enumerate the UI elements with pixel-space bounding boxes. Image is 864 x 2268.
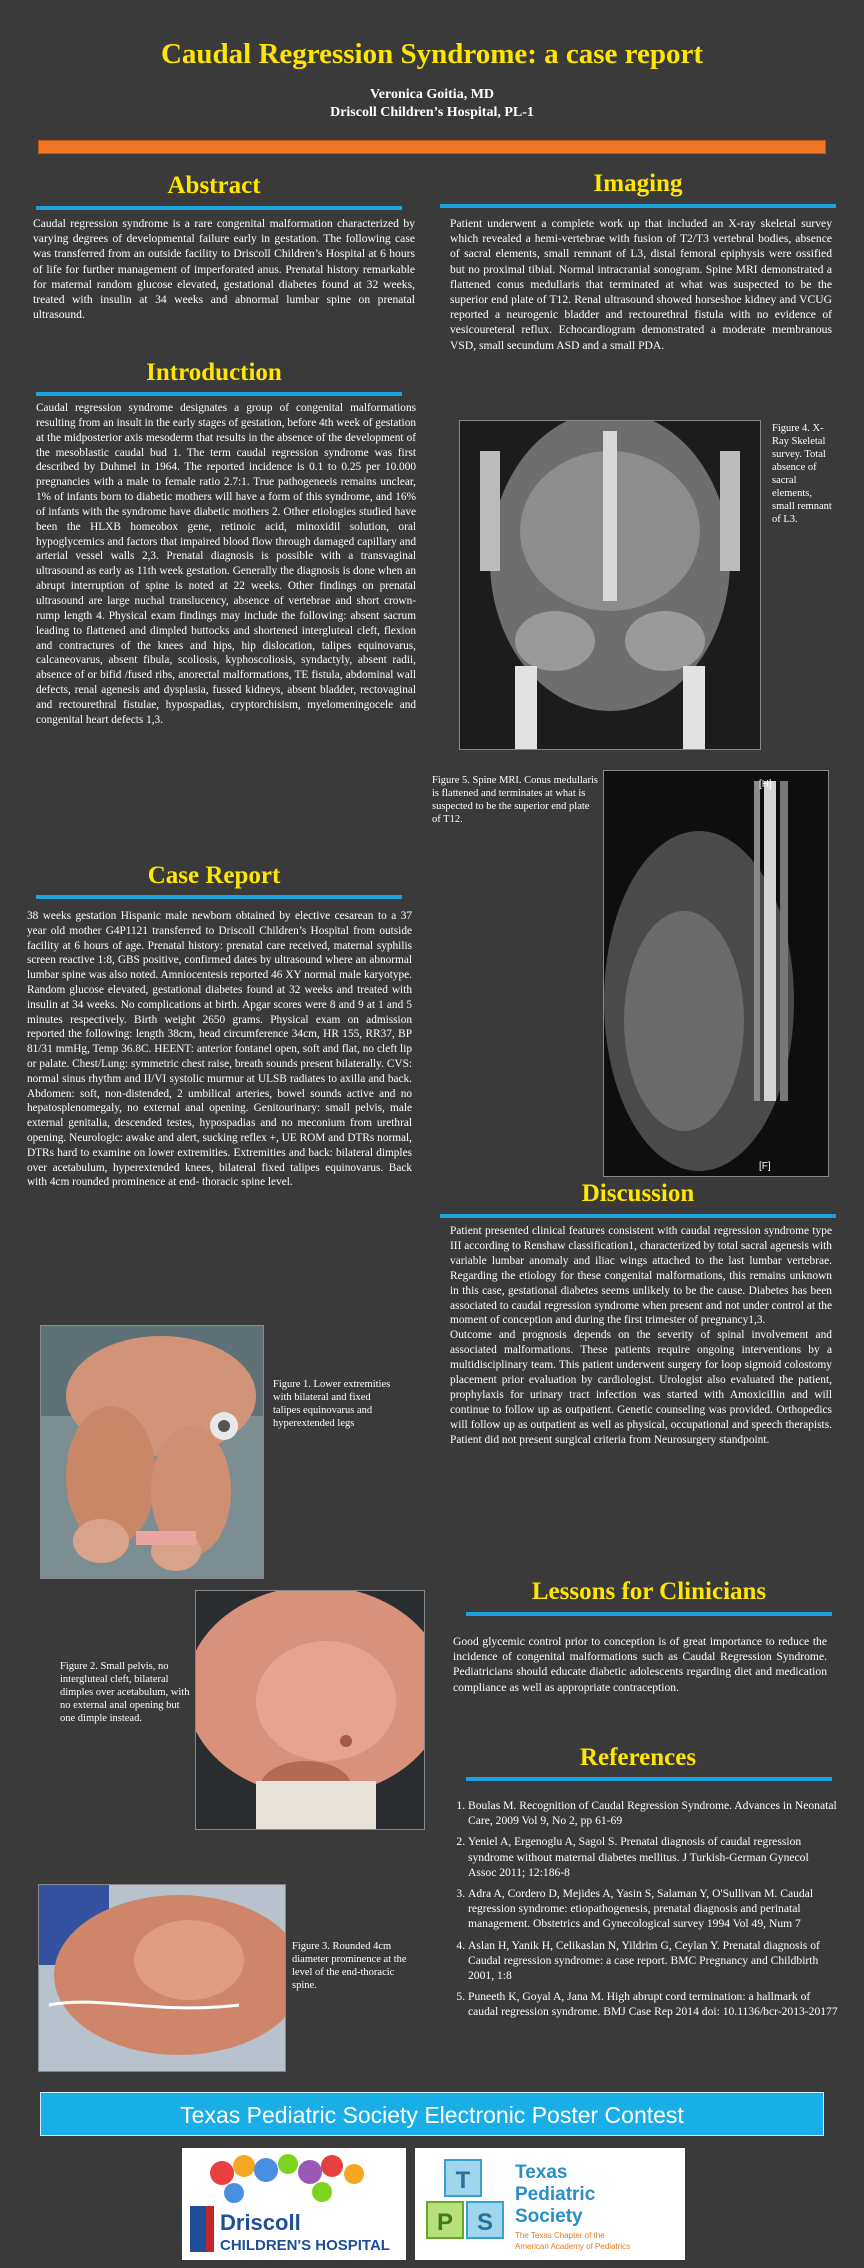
figure-5-mri [603,770,829,1177]
contest-banner: Texas Pediatric Society Electronic Poster Contest [40,2092,824,2136]
imaging-text: Patient underwent a complete work up that included an X-ray skeletal survey which revealed a hemi-vertebrae with fusion of T2/T3 vertebral bodies, absence of sacral elements, small remnant of L3, distal femoral epiphysis were ossified but no proximal tibial. Normal intracranial sonogram. Spine MRI demonstrated a flattened conus medullaris that terminated at what was suspected to be the superior end plate of T12. Renal ultrasound showed horseshoe kidney and VCUG reported a neurogenic bladder and rectourethral fistula with no evidence of vesicoureteral reflux. Echocardiogram demonstrated a moderate membranous VSD, small secundum ASD and a small PDA. [450,217,832,352]
driscoll-subtitle: CHILDREN'S HOSPITAL [220,2237,390,2254]
lessons-heading: Lessons for Clinicians [531,1578,767,1605]
author-affiliation: Driscoll Children’s Hospital, PL-1 [330,105,534,120]
discussion-heading: Discussion [581,1180,695,1207]
driscoll-logo-graphic [182,2148,406,2260]
discussion-text [450,1224,832,1448]
infant-pelvis-image [196,1591,424,1829]
infant-back-image [39,1885,285,2071]
tps-block-s: S [476,2209,494,2236]
figure-4-xray [459,420,761,750]
discussion-paragraph-1: Patient presented clinical features consistent with caudal regression syndrome type III according to Renshaw classification1, characterized by total sacral agenesis with variable lumbar anomaly and iliac wings attached to the last lumbar vertebrae. Regarding the etiology for these congenital malformations, this remains unknown in this case, gestational diabetes seems unlikely to be the cause. Diabetes has been associated to caudal regression syndrome when present and not under control at the moment of conception and during the first trimester of pregnancy1,3. [450,1225,832,1327]
abstract-rule [36,206,402,210]
references-rule [466,1777,832,1781]
case-report-rule [36,895,402,899]
driscoll-logo [182,2148,406,2260]
tps-tagline-2: American Academy of Pediatrics [515,2242,631,2251]
discussion-paragraph-2: Outcome and prognosis depends on the severity of spinal involvement and associated malformations. These patients require ongoing interventions by a multidisciplinary team. This patient underwent surgery for loop sigmoid colostomy placement prior evaluation by cardiologist. Urologist also evaluated the patient, prophylaxis for urinary tract infection was started with Amoxicillin and will continue to follow up as outpatient. Genetic counseling was provided. Orthopedics will follow up as outpatient as well as physical, occupational and speech therapists. Patient did not present surgical criteria from Neurosurgery standpoint. [450,1329,832,1446]
introduction-heading: Introduction [146,359,282,386]
figure-4-caption: Figure 4. X-Ray Skeletal survey. Total absence of sacral elements, small remnant of L3. [772,423,832,525]
tps-tagline-1: The Texas Chapter of the [515,2231,605,2240]
reference-item: 2. Yeniel A, Ergenoglu A, Sagol S. Prenatal diagnosis of caudal regression syndrome without maternal diabetes mellitus. J Turkish-German Gynecol Assoc 2011; 12:186-8 [468,1834,838,1880]
imaging-rule [440,204,836,208]
imaging-heading: Imaging [593,170,683,197]
header-divider-bar [38,140,826,154]
figure-2-caption: Figure 2. Small pelvis, no intergluteal cleft, bilateral dimples over acetabulum, with no external anal opening but one dimple instead. [60,1661,190,1724]
abstract-heading: Abstract [167,172,261,199]
tps-logo [415,2148,685,2260]
case-report-text: 38 weeks gestation Hispanic male newborn obtained by elective cesarean to a 37 year old mother G4P1121 transferred to Driscoll Children’s Hospital from outside facility at 6 hours of age. Prenatal history: prenatal care received, maternal syphilis screen reactive 1:8, GBS positive, confirmed dates by ultrasound where an abnormal lumbar spine was also noted. Amniocentesis reported 46 XY normal male karyotype. Random glucose elevated, gestational diabetes found at 32 weeks and treated with insulin at 34 weeks. No complications at birth. Apgar scores were 8 and 9 at 1 and 5 minutes respectively. Birth weight 2650 grams. Physical exam on admission reported the following: length 38cm, head circumference 34cm, HR 155, RR37, BP 81/31 mmHg, Temp 36.8C. HEENT: anterior fontanel open, soft and flat, no cleft lip or palate. Chest/Lung: symmetric chest raise, breath sounds present bilaterally. CVS: normal sinus rhythm and II/VI systolic murmur at ULSB radiates to axilla and back. Abdomen: soft, non-distended, 2 umbilical arteries, bowel sounds active and no hepatosplenomegaly, no external anal opening. Genitourinary: small pelvis, male external genitalia, descended testes, hypospadias and no meconium from urethral opening. Neurologic: awake and alert, sucking reflex +, UE ROM and DTRs normal, DTRs hard to examine on lower extremities. Extremities and back: bilateral dimples over acetabulum, hyperextended knees, bilateral fixed talipes equinovarus. Back with 4cm rounded prominence at end- thoracic spine level. [27,910,412,1189]
figure-2-photo [195,1590,425,1830]
reference-item: 3. Adra A, Cordero D, Mejides A, Yasin S, Salaman Y, O'Sullivan M. Caudal regression syndrome: etiopathogenesis, prenatal diagnosis and perinatal management. Obstetrics and Gynecological survey 1994 Vol 49, Num 7 [468,1886,838,1932]
reference-item: 4. Aslan H, Yanik H, Celikaslan N, Yildrim G, Ceylan Y. Prenatal diagnosis of Caudal regression syndrome: a case report. BMC Pregnancy and Childbirth 2001, 1:8 [468,1938,838,1984]
references-list [440,1798,838,2026]
figure-5-caption: Figure 5. Spine MRI. Conus medullaris is flattened and terminates at what is suspected to be the superior end plate of T12. [432,775,598,825]
infant-legs-image [41,1326,263,1578]
xray-skeletal-survey-image [460,421,760,749]
tps-logo-graphic [415,2148,685,2260]
tps-block-t: T [455,2167,471,2194]
introduction-rule [36,392,402,396]
abstract-text: Caudal regression syndrome is a rare congenital malformation characterized by varying degrees of developmental failure early in gestation. The following case was transferred from an outside facility to Driscoll Children’s Hospital at 6 hours of life for further management of imperforated anus. Prenatal history remarkable for maternal random glucose elevated, gestational diabetes found at 32 weeks, treated with insulin at 34 weeks and abnormal lumbar spine on prenatal ultrasound. [33,217,415,322]
tps-name-line1: Texas [515,2162,568,2183]
mri-label-bottom: [F] [759,1161,771,1172]
poster-title: Caudal Regression Syndrome: a case report [160,38,704,70]
driscoll-name: Driscoll [220,2210,301,2235]
figure-1-caption: Figure 1. Lower extremities with bilateral and fixed talipes equinovarus and hyperextended legs [273,1379,391,1429]
mri-label-top: [H] [759,779,772,790]
tps-name-line2: Pediatric [515,2184,596,2205]
tps-block-p: P [436,2209,454,2236]
case-report-heading: Case Report [147,862,281,889]
reference-item: 1. Boulas M. Recognition of Caudal Regression Syndrome. Advances in Neonatal Care, 2009 Vol 9, No 2, pp 61-69 [468,1798,838,1828]
reference-item: 5. Puneeth K, Goyal A, Jana M. High abrupt cord termination: a hallmark of caudal regression syndrome. BMJ Case Rep 2014 doi: 10.1136/bcr-2013-20177 [468,1989,838,2019]
figure-3-photo [38,1884,286,2072]
lessons-rule [466,1612,832,1616]
spine-mri-image [604,771,828,1176]
discussion-rule [440,1214,836,1218]
references-heading: References [579,1744,697,1771]
figure-1-photo [40,1325,264,1579]
introduction-text: Caudal regression syndrome designates a group of congenital malformations resulting from an insult in the early stages of gestation, before 4th week of gestation at the midposterior axis mesoderm that results in the absence of the development of the mesoblastic caudal bud 1. The term caudal regression syndrome was first described by Duhmel in 1964. The reported incidence is 0.1 to 0.25 per 10.000 pregnancies with a male to female ratio 2.7:1. True pathogeneeis remains unclear, 1% of infants born to diabetic mothers will have a form of this syndrome, and 16% of infants with the syndrome have diabetic mothers 2. Other etiologies studied have been the HLXB homeobox gene, retinoic acid, minoxidil solution, oral hypoglycemics and factors that impaired blood flow through damaged capillary and arterial vessel walls 2,3. Prenatal diagnosis is possible with a transvaginal ultrasound as early as 11th week gestation. Generally the diagnosis is done when an abrupt interruption of spine is noted at 22 weeks. Other findings on prenatal ultrasound are large nuchal translucency, absence of vertebrae and short crown-rump length 4. Physical exam findings may include the following: absent sacrum leading to flattened and dimpled buttocks and shortened intergluteal cleft, flexion and contractures of the knees and hips, hip dislocation, talipes equinovarus, calcaneovarus, absent fibula, scoliosis, kyphoscoliosis, syndactyly, absent radii, absence of or bifid /fused ribs, anorectal malformations, TE fistula, abdominal wall defects, renal agenesis and dysplasia, fussed kidneys, absent bladder, rectovaginal and rectourethral fistulae, hypospadias, cryptorchisism, myelomeningocele and congenital heart defects 1,3. [36,402,416,726]
author-name: Veronica Goitia, MD [369,87,495,102]
author-block [0,86,864,122]
figure-3-caption: Figure 3. Rounded 4cm diameter prominence at the level of the end-thoracic spine. [292,1941,407,1991]
tps-name-line3: Society [515,2206,583,2227]
lessons-text: Good glycemic control prior to conception is of great importance to reduce the incidence of congenital malformations such as Caudal Regression Syndrome. Pediatricians should educate diabetic adolescents regarding diet and medication compliance as well as appropriate contraception. [453,1635,827,1694]
